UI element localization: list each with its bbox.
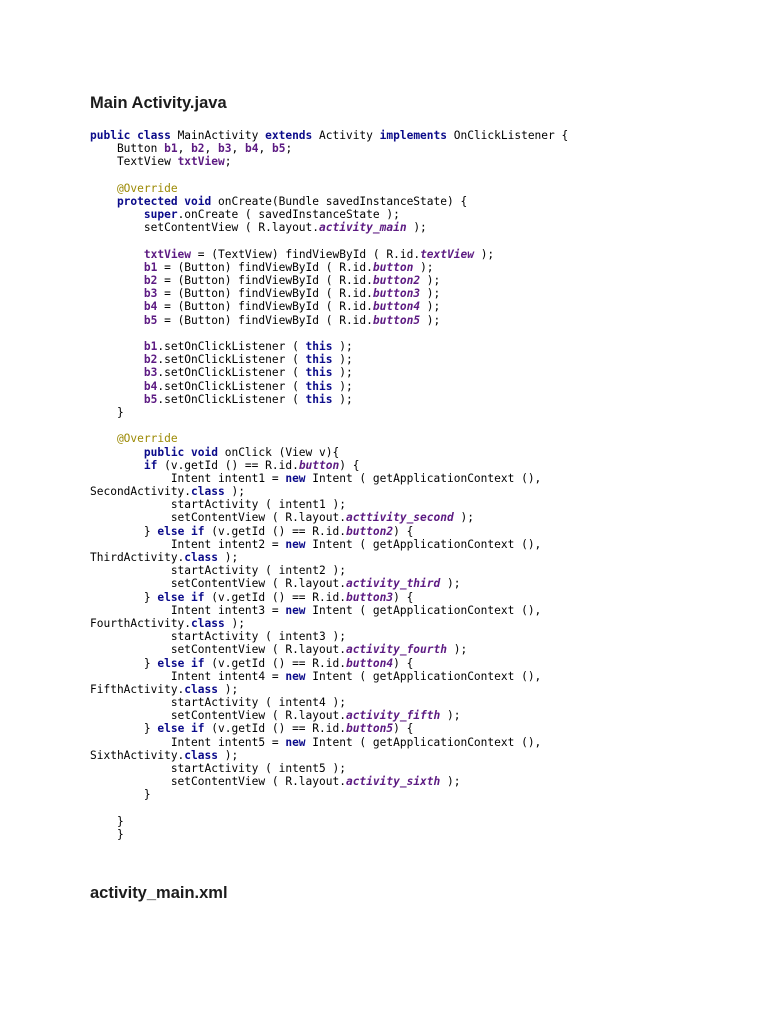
code-text: startActivity ( intent1 ); [90,498,346,512]
code-text: ) { [393,590,414,604]
field-token: b1 [90,340,158,353]
field-token: b2 [90,274,158,288]
code-line [90,248,760,261]
code-text: setContentView ( R.layout. [90,577,346,591]
keyword-token: new [285,471,306,485]
field-italic-token: activity_sixth [345,775,441,789]
code-text: TextView [90,155,178,169]
keyword-token: new [285,603,306,617]
code-line [90,419,760,432]
code-text: ); [453,511,474,525]
code-text: } [90,656,158,670]
code-text: Intent intent4 = [90,669,286,683]
code-line [90,380,760,393]
field-italic-token: button3 [372,287,421,301]
code-text: ); [224,616,245,630]
code-text: ); [447,643,468,657]
activity-main-xml-heading: activity_main.xml [90,884,228,902]
code-text: ThirdActivity. [90,551,185,564]
field-token: txtView [90,247,192,261]
code-text: ); [440,709,461,723]
code-text: ); [440,577,461,591]
code-text: Intent intent3 = [90,603,286,617]
code-text: ; [285,142,293,156]
code-text: .setOnClickListener ( [157,366,306,380]
code-line [90,736,760,749]
field-italic-token: button [298,458,340,472]
field-token: b2 [90,353,158,367]
code-line [90,208,760,221]
code-line [90,604,760,617]
field-italic-token: activity_main [319,221,407,235]
keyword-token: class [191,485,225,499]
code-line [90,142,760,155]
code-line [90,525,760,538]
code-line [90,815,760,828]
code-text: = (Button) findViewById ( R.id. [157,313,373,327]
code-text: startActivity ( intent4 ); [90,696,346,710]
field-italic-token: button4 [345,656,394,670]
field-token: b5 [271,142,286,156]
code-text: ); [217,748,239,762]
keyword-token: this [305,366,333,380]
code-line [90,274,760,287]
code-text: } [90,405,124,419]
code-line [90,775,760,788]
code-text: Intent ( getApplicationContext (), [305,669,542,683]
code-text: ) { [393,524,414,538]
code-text: (v.getId () == R.id. [211,590,346,604]
code-text: ; [224,155,232,169]
code-line [90,472,760,485]
field-token: txtView [177,155,225,169]
code-line [90,802,760,815]
code-text: startActivity ( intent2 ); [90,564,346,578]
field-token: b3 [218,142,232,156]
code-text: ) { [393,722,414,736]
code-line [90,169,760,182]
field-token: b4 [90,300,158,314]
annotation-token: @Override [90,181,178,195]
code-text: ); [217,551,239,564]
field-italic-token: button3 [345,590,394,604]
code-line [90,630,760,643]
code-line [90,670,760,683]
keyword-token: this [305,340,333,353]
code-text: ); [440,775,461,789]
keyword-token: protected void [90,194,218,208]
field-italic-token: button4 [372,300,421,314]
code-text: Intent intent2 = [90,537,286,551]
code-text: OnClickListener { [453,129,569,142]
field-token: b3 [90,287,158,301]
code-line [90,722,760,735]
keyword-token: else if [157,656,212,670]
code-line [90,235,760,248]
field-italic-token: button5 [345,722,394,736]
code-line [90,287,760,300]
code-text: ); [217,682,239,696]
code-text: = (Button) findViewById ( R.id. [157,300,373,314]
code-text: .setOnClickListener ( [157,392,306,406]
keyword-token: public void [90,445,225,459]
field-italic-token: activity_fifth [345,709,441,723]
code-line [90,353,760,366]
code-text: Intent ( getApplicationContext (), [305,603,542,617]
keyword-token: if [90,458,165,472]
code-text: , [204,142,219,156]
code-text: ); [420,287,441,301]
field-italic-token: acttivity_second [345,511,454,525]
keyword-token: new [285,669,306,683]
code-line [90,577,760,590]
keyword-token: class [184,682,218,696]
main-activity-heading: Main Activity.java [90,94,227,112]
code-line [90,393,760,406]
code-text: ); [413,260,434,274]
code-text: ); [332,353,353,367]
code-line [90,511,760,524]
code-line [90,683,760,696]
keyword-token: implements [379,129,454,142]
code-text: ); [332,340,353,353]
field-token: b5 [90,313,158,327]
field-italic-token: button5 [372,313,421,327]
code-line [90,762,760,775]
code-text: setContentView ( R.layout. [90,221,320,235]
code-line [90,459,760,472]
field-italic-token: button [372,260,414,274]
code-line [90,696,760,709]
code-text: (v.getId () == R.id. [211,722,346,736]
code-line [90,709,760,722]
code-line [90,366,760,379]
code-text: Intent ( getApplicationContext (), [305,735,542,749]
code-line [90,182,760,195]
code-text: .setOnClickListener ( [157,353,306,367]
code-line [90,221,760,234]
code-line [90,591,760,604]
code-text: = (Button) findViewById ( R.id. [157,287,373,301]
field-token: b4 [245,142,259,156]
code-text: Button [90,142,165,156]
code-text: ); [420,313,441,327]
code-text: ); [473,247,495,261]
code-text: = (TextView) findViewById ( R.id. [191,247,421,261]
field-italic-token: activity_fourth [345,643,447,657]
code-text: } [90,524,158,538]
annotation-token: @Override [90,432,178,446]
code-text: .onCreate ( savedInstanceState ); [177,208,400,222]
field-token: b2 [191,142,205,156]
code-line [90,300,760,313]
code-text: ); [420,300,441,314]
code-line [90,657,760,670]
code-text: ); [332,392,353,406]
code-text: .setOnClickListener ( [157,379,306,393]
code-text: } [90,590,158,604]
code-line [90,432,760,445]
keyword-token: class [184,748,218,762]
keyword-token: class [191,616,225,630]
code-text: setContentView ( R.layout. [90,775,346,789]
code-line [90,617,760,630]
code-text: ) { [393,656,414,670]
code-text: onClick (View v){ [224,445,340,459]
field-italic-token: textView [420,247,474,261]
code-line [90,538,760,551]
keyword-token: new [285,735,306,749]
code-text: Intent ( getApplicationContext (), [305,537,542,551]
code-text: ); [332,366,353,380]
code-text: ); [332,379,353,393]
code-text: MainActivity [177,129,266,142]
code-text: (v.getId () == R.id. [164,458,299,472]
code-text: , [258,142,272,156]
code-line [90,406,760,419]
code-line [90,551,760,564]
code-text: = (Button) findViewById ( R.id. [157,260,373,274]
keyword-token: super [90,208,178,222]
code-text: Intent ( getApplicationContext (), [305,471,542,485]
code-text: setContentView ( R.layout. [90,643,346,657]
code-line [90,643,760,656]
code-text: FifthActivity. [90,682,185,696]
field-token: b1 [164,142,178,156]
code-text: = (Button) findViewById ( R.id. [157,274,373,288]
code-text: startActivity ( intent5 ); [90,762,346,775]
keyword-token: this [305,353,333,367]
code-line [90,327,760,340]
field-token: b3 [90,366,158,380]
code-line [90,155,760,168]
code-line [90,498,760,511]
keyword-token: this [305,379,333,393]
code-text: SecondActivity. [90,485,192,499]
code-text: } [90,827,124,841]
keyword-token: new [285,537,306,551]
code-line [90,788,760,801]
code-line [90,828,760,841]
code-text: } [90,814,124,828]
field-italic-token: button2 [345,524,394,538]
code-text: Intent intent5 = [90,735,286,749]
keyword-token: else if [157,524,212,538]
keyword-token: else if [157,590,212,604]
code-text: setContentView ( R.layout. [90,709,346,723]
field-token: b1 [90,260,158,274]
code-line [90,195,760,208]
code-text: Intent intent1 = [90,471,286,485]
java-code-block [90,129,760,841]
code-text: } [90,722,158,736]
code-line [90,446,760,459]
keyword-token: public class [90,129,178,142]
code-text: onCreate(Bundle savedInstanceState) { [217,194,468,208]
code-line [90,749,760,762]
keyword-token: else if [157,722,212,736]
code-text: ); [224,485,245,499]
field-token: b4 [90,379,158,393]
code-text: startActivity ( intent3 ); [90,630,346,644]
code-text: SixthActivity. [90,748,185,762]
code-text: setContentView ( R.layout. [90,511,346,525]
code-text: (v.getId () == R.id. [211,524,346,538]
code-text: Activity [319,129,380,142]
keyword-token: this [305,392,333,406]
code-text: ) { [339,458,360,472]
keyword-token: extends [265,129,320,142]
code-line [90,261,760,274]
code-text: FourthActivity. [90,616,192,630]
code-text: (v.getId () == R.id. [211,656,346,670]
field-token: b5 [90,392,158,406]
field-italic-token: button2 [372,274,421,288]
code-text: } [90,788,151,802]
code-text: , [177,142,192,156]
code-line [90,340,760,353]
code-line [90,485,760,498]
code-line [90,314,760,327]
code-text: ); [406,221,427,235]
code-text: .setOnClickListener ( [157,340,306,353]
field-italic-token: activity_third [345,577,441,591]
code-line [90,564,760,577]
code-text: ); [420,274,441,288]
code-text: , [231,142,245,156]
keyword-token: class [184,551,218,564]
code-line [90,129,760,142]
